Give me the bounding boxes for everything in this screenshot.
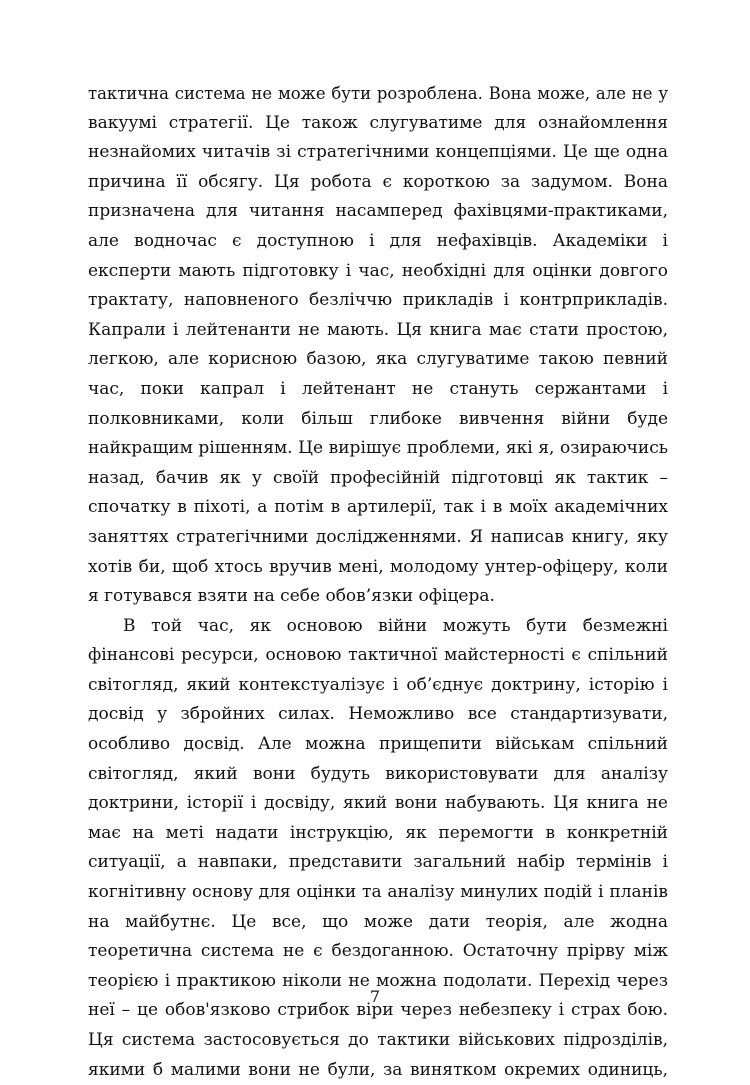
text-line: полковниками, коли більш глибоке вивчення війни буде xyxy=(88,408,668,429)
text-line: В той час, як основою війни можуть бути безмежні xyxy=(123,615,668,636)
text-line: трактату, наповненого безліччю прикладів і контрприкладів. xyxy=(88,290,668,311)
text-line: я готувався взяти на себе обов’язки офіцера. xyxy=(88,586,495,607)
text-line: експерти мають підготовку і час, необхідні для оцінки довгого xyxy=(88,260,668,281)
text-line: легкою, але корисною базою, яка слугуватиме такою певний xyxy=(88,349,668,370)
text-line: назад, бачив як у своїй професійній підготовці як тактик – xyxy=(88,467,668,488)
text-line: на майбутнє. Це все, що може дати теорія, але жодна xyxy=(88,911,668,932)
paragraph xyxy=(88,79,668,612)
text-line: найкращим рішенням. Це вирішує проблеми, які я, озираючись xyxy=(88,438,668,459)
text-line: тактична система не може бути розроблена. Вона може, але не у xyxy=(88,84,668,103)
text-line: когнітивну основу для оцінки та аналізу минулих подій і планів xyxy=(88,882,668,903)
text-line: призначена для читання насамперед фахівцями-практиками, xyxy=(88,201,668,222)
text-line: якими б малими вони не були, за винятком окремих одиниць, xyxy=(88,1059,668,1080)
text-line: світогляд, який вони будуть використовувати для аналізу xyxy=(88,763,668,784)
text-line: час, поки капрал і лейтенант не стануть сержантами і xyxy=(88,378,668,399)
text-line: незнайомих читачів зі стратегічними концепціями. Це ще одна xyxy=(88,142,668,163)
text-line: причина її обсягу. Ця робота є короткою за задумом. Вона xyxy=(88,171,668,192)
text-line: спочатку в піхоті, а потім в артилерії, так і в моїх академічних xyxy=(88,497,668,518)
text-line: але водночас є доступною і для нефахівців. Академіки і xyxy=(88,230,668,251)
body-text xyxy=(88,79,668,1085)
text-line: має на меті надати інструкцію, як перемогти в конкретній xyxy=(88,822,668,843)
text-line: фінансові ресурси, основою тактичної майстерності є спільний xyxy=(88,645,668,666)
text-line: Ця система застосовується до тактики військових підрозділів, xyxy=(88,1030,668,1050)
text-line: світогляд, який контекстуалізує і об’єднує доктрину, історію і xyxy=(88,674,668,695)
text-line: теорією і практикою ніколи не можна подолати. Перехід через xyxy=(88,970,668,991)
text-line: Капрали і лейтенанти не мають. Ця книга має стати простою, xyxy=(88,319,668,340)
text-line: заняттях стратегічними дослідженнями. Я написав книгу, яку xyxy=(88,526,668,547)
text-line: хотів би, щоб хтось вручив мені, молодому унтер-офіцеру, коли xyxy=(88,556,668,577)
text-line: теоретична система не є бездоганною. Остаточну прірву між xyxy=(88,941,668,962)
paragraph xyxy=(88,612,668,1085)
text-line: досвід у збройних силах. Неможливо все стандартизувати, xyxy=(88,704,668,725)
text-line: ситуації, а навпаки, представити загальний набір термінів і xyxy=(88,852,668,873)
text-line: доктрини, історії і досвіду, який вони набувають. Ця книга не xyxy=(88,793,668,814)
text-line: вакуумі стратегії. Це також слугуватиме для ознайомлення xyxy=(88,112,668,133)
text-line: особливо досвід. Але можна прищепити військам спільний xyxy=(88,734,668,755)
text-line: неї – це обов'язково стрибок віри через небезпеку і страх бою. xyxy=(88,1000,668,1021)
page-number: 7 xyxy=(369,987,381,1006)
